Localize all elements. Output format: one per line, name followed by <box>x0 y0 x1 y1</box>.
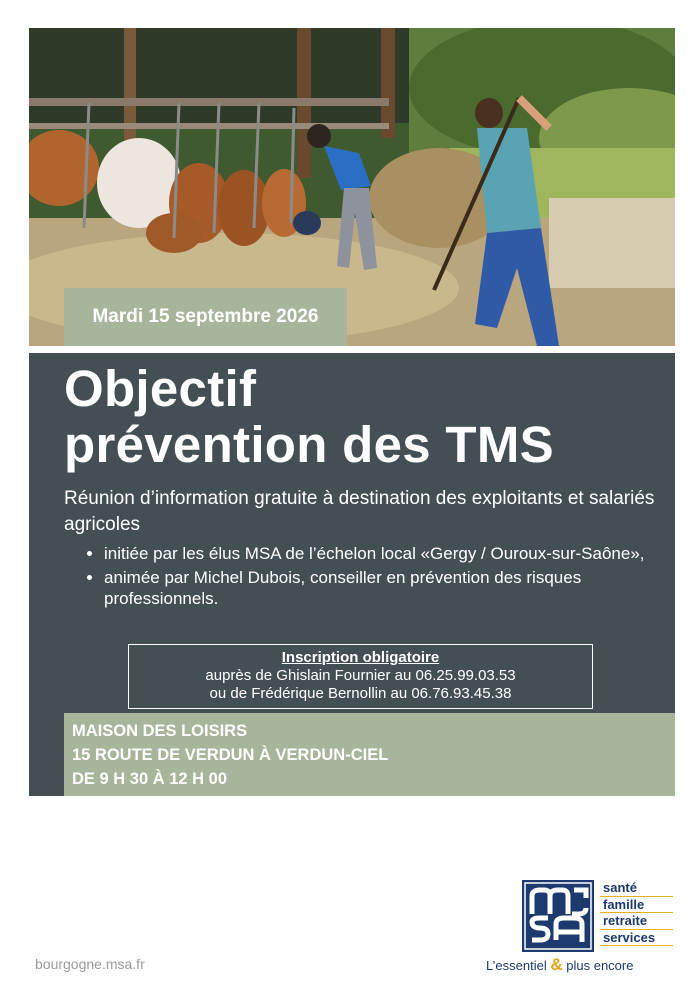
detail-item-organizers: • initiée par les élus MSA de l’échelon local «Gergy / Ouroux-sur-Saône», <box>104 543 674 564</box>
registration-contact-2: ou de Frédérique Bernollin au 06.76.93.45.38 <box>209 685 512 702</box>
logo-word-1: santé <box>600 880 673 897</box>
detail-item-host: • animée par Michel Dubois, conseiller en prévention des risques professionnels. <box>104 567 674 609</box>
headline-line-1: Objectif <box>64 360 257 417</box>
msa-tagline <box>486 955 633 975</box>
registration-contact-1: auprès de Ghislain Fournier au 06.25.99.03.53 <box>205 667 516 684</box>
event-subtitle: Réunion d’information gratuite à destination des exploitants et salariés agricoles <box>64 488 655 535</box>
headline-line-2: prévention des TMS <box>64 416 554 473</box>
venue-name: MAISON DES LOISIRS <box>72 722 248 740</box>
venue-address: 15 ROUTE DE VERDUN À VERDUN-CIEL <box>72 746 389 764</box>
msa-logo-words <box>600 880 673 946</box>
website-link[interactable]: bourgogne.msa.fr <box>35 956 145 972</box>
tagline-start: L’essentiel <box>486 958 547 973</box>
event-date-banner: Mardi 15 septembre 2026 <box>64 288 347 346</box>
venue-block <box>64 713 675 796</box>
event-headline <box>64 361 554 473</box>
logo-word-3: retraite <box>600 913 673 930</box>
event-details-list <box>84 543 674 612</box>
msa-logo-mark <box>522 880 594 952</box>
logo-word-2: famille <box>600 897 673 914</box>
tagline-end: plus encore <box>566 958 634 973</box>
tagline-ampersand: & <box>550 955 563 974</box>
event-info-panel <box>29 353 675 796</box>
logo-word-4: services <box>600 930 673 947</box>
registration-title: Inscription obligatoire <box>281 649 440 666</box>
msa-logo <box>483 874 683 979</box>
venue-time: DE 9 H 30 À 12 H 00 <box>72 770 227 788</box>
registration-box <box>128 644 593 709</box>
